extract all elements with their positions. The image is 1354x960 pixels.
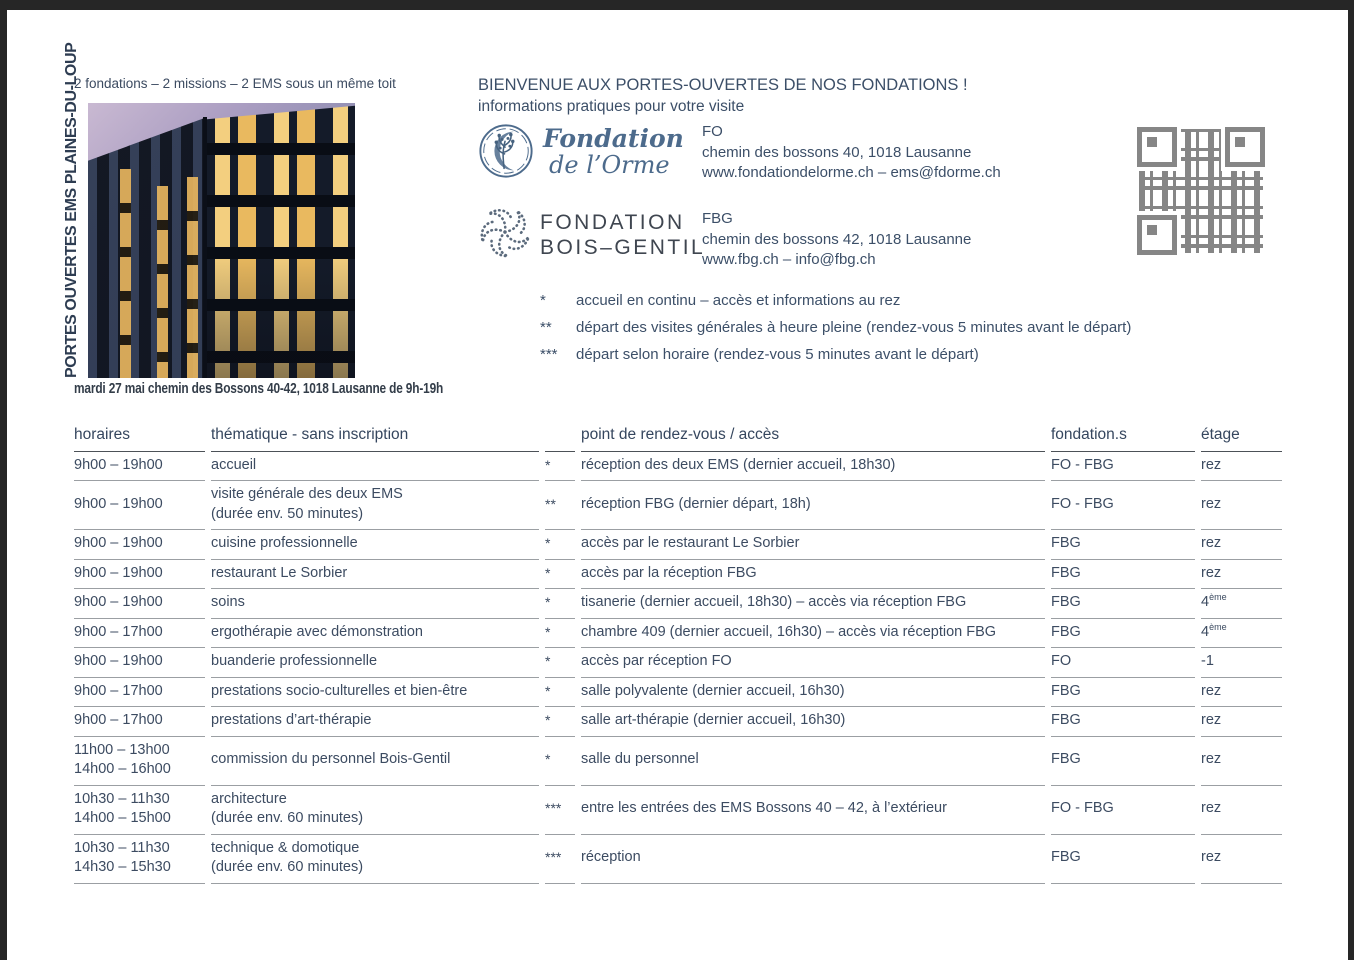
schedule-table [74, 423, 1288, 884]
cell-horaires: 9h00 – 17h00 [74, 619, 205, 649]
cell-etage: rez [1201, 452, 1282, 482]
table-row [74, 737, 1288, 786]
note-text: départ des visites générales à heure pleine (rendez-vous 5 minutes avant le départ) [576, 319, 1132, 336]
cell-fondations: FO - FBG [1051, 452, 1195, 482]
fbg-abbr: FBG [702, 210, 733, 227]
cell-thematique: prestations socio-culturelles et bien-être [211, 678, 539, 708]
table-row [74, 648, 1288, 678]
cell-horaires: 9h00 – 19h00 [74, 481, 205, 530]
window-column [120, 169, 131, 378]
cell-fondations: FO - FBG [1051, 481, 1195, 530]
cell-symbol: * [545, 589, 575, 619]
cell-fondations: FBG [1051, 530, 1195, 560]
cell-symbol: * [545, 678, 575, 708]
qr-finder-bottom-left [1137, 215, 1177, 255]
cell-symbol: * [545, 648, 575, 678]
cell-fondations: FO - FBG [1051, 786, 1195, 835]
photo-caption: mardi 27 mai chemin des Bossons 40-42, 1018 Lausanne de 9h-19h [74, 381, 444, 397]
fo-web: www.fondationdelorme.ch – ems@fdorme.ch [702, 164, 1001, 181]
table-row [74, 835, 1288, 884]
cell-fondations: FO [1051, 648, 1195, 678]
cell-rendez-vous: salle du personnel [581, 737, 1045, 786]
cell-thematique: ergothérapie avec démonstration [211, 619, 539, 649]
tagline: 2 fondations – 2 missions – 2 EMS sous un même toit [74, 76, 396, 91]
cell-etage: 4ème [1201, 589, 1282, 619]
cell-rendez-vous: réception FBG (dernier départ, 18h) [581, 481, 1045, 530]
schedule-table-header-row [74, 423, 1288, 452]
window-column [187, 177, 198, 378]
fbg-web: www.fbg.ch – info@fbg.ch [702, 251, 876, 268]
cell-thematique: soins [211, 589, 539, 619]
cell-fondations: FBG [1051, 835, 1195, 884]
cell-thematique: visite générale des deux EMS (durée env. 50 minutes) [211, 481, 539, 530]
cell-etage: -1 [1201, 648, 1282, 678]
fo-address: chemin des bossons 40, 1018 Lausanne [702, 143, 972, 161]
fondation-orme-logo-icon [477, 122, 535, 180]
note-symbol: ** [540, 319, 552, 336]
window-frame-right [1348, 0, 1354, 960]
cell-symbol: * [545, 619, 575, 649]
cell-thematique: buanderie professionnelle [211, 648, 539, 678]
fondation-bois-gentil-logo-icon [477, 204, 533, 260]
cell-etage: rez [1201, 786, 1282, 835]
building-photo [88, 103, 355, 378]
header-symbol [545, 423, 575, 452]
cell-thematique: restaurant Le Sorbier [211, 560, 539, 590]
table-row [74, 678, 1288, 708]
note-symbol: * [540, 292, 546, 309]
cell-horaires: 9h00 – 17h00 [74, 707, 205, 737]
cell-horaires: 10h30 – 11h30 14h00 – 15h00 [74, 786, 205, 835]
cell-rendez-vous: entre les entrées des EMS Bossons 40 – 42, à l’extérieur [581, 786, 1045, 835]
fo-info-block [702, 122, 1001, 184]
qr-code [1133, 123, 1269, 259]
cell-rendez-vous: tisanerie (dernier accueil, 18h30) – accès via réception FBG [581, 589, 1045, 619]
cell-horaires: 9h00 – 19h00 [74, 589, 205, 619]
table-row [74, 786, 1288, 835]
cell-horaires: 9h00 – 17h00 [74, 678, 205, 708]
table-row [74, 619, 1288, 649]
cell-symbol: * [545, 737, 575, 786]
page-title: BIENVENUE AUX PORTES-OUVERTES DE NOS FONDATIONS ! [478, 76, 968, 94]
cell-rendez-vous: chambre 409 (dernier accueil, 16h30) – accès via réception FBG [581, 619, 1045, 649]
cell-rendez-vous: réception [581, 835, 1045, 884]
cell-thematique: technique & domotique (durée env. 60 minutes) [211, 835, 539, 884]
table-row [74, 560, 1288, 590]
cell-etage: rez [1201, 560, 1282, 590]
cell-symbol: * [545, 560, 575, 590]
note-text: départ selon horaire (rendez-vous 5 minutes avant le départ) [576, 346, 979, 363]
qr-finder-top-left [1137, 127, 1177, 167]
note-row [540, 319, 1131, 336]
fbg-info-block [702, 209, 971, 271]
window-frame-top [0, 0, 1354, 10]
note-text: accueil en continu – accès et informations au rez [576, 292, 901, 309]
cell-thematique: accueil [211, 452, 539, 482]
building-corner-edge [203, 117, 207, 378]
cell-horaires: 9h00 – 19h00 [74, 452, 205, 482]
cell-fondations: FBG [1051, 678, 1195, 708]
cell-rendez-vous: accès par réception FO [581, 648, 1045, 678]
orme-logo-line1: Fondation [543, 124, 684, 153]
cell-rendez-vous: accès par le restaurant Le Sorbier [581, 530, 1045, 560]
table-row [74, 481, 1288, 530]
note-row [540, 346, 979, 363]
fo-abbr: FO [702, 123, 723, 140]
fondation-orme-logo-text [543, 126, 684, 177]
schedule-table-body [74, 452, 1288, 884]
cell-horaires: 11h00 – 13h00 14h00 – 16h00 [74, 737, 205, 786]
table-row [74, 452, 1288, 482]
table-row [74, 530, 1288, 560]
cell-etage: rez [1201, 737, 1282, 786]
header-fondations: fondation.s [1051, 423, 1195, 452]
fbg-address: chemin des bossons 42, 1018 Lausanne [702, 230, 972, 248]
window-column [157, 186, 168, 379]
cell-symbol: * [545, 530, 575, 560]
table-row [74, 707, 1288, 737]
cell-horaires: 10h30 – 11h30 14h30 – 15h30 [74, 835, 205, 884]
header-etage: étage [1201, 423, 1282, 452]
cell-symbol: *** [545, 835, 575, 884]
header-thematique: thématique - sans inscription [211, 423, 539, 452]
cell-rendez-vous: accès par la réception FBG [581, 560, 1045, 590]
note-symbol: *** [540, 346, 558, 363]
cell-etage: rez [1201, 678, 1282, 708]
fbg-logo-line2: BOIS–GENTIL [540, 235, 706, 259]
cell-etage: rez [1201, 530, 1282, 560]
cell-etage: rez [1201, 481, 1282, 530]
cell-fondations: FBG [1051, 707, 1195, 737]
cell-symbol: *** [545, 786, 575, 835]
header-rendez-vous: point de rendez-vous / accès [581, 423, 1045, 452]
cell-horaires: 9h00 – 19h00 [74, 648, 205, 678]
cell-etage: 4ème [1201, 619, 1282, 649]
cell-rendez-vous: salle art-thérapie (dernier accueil, 16h30) [581, 707, 1045, 737]
cell-horaires: 9h00 – 19h00 [74, 560, 205, 590]
cell-rendez-vous: réception des deux EMS (dernier accueil, 18h30) [581, 452, 1045, 482]
cell-symbol: * [545, 452, 575, 482]
window-frame-left [0, 0, 7, 960]
cell-fondations: FBG [1051, 737, 1195, 786]
fondation-bois-gentil-logo-text [540, 211, 705, 260]
qr-finder-top-right [1225, 127, 1265, 167]
header-horaires: horaires [74, 423, 205, 452]
cell-fondations: FBG [1051, 560, 1195, 590]
cell-rendez-vous: salle polyvalente (dernier accueil, 16h30) [581, 678, 1045, 708]
cell-thematique: prestations d’art-thérapie [211, 707, 539, 737]
cell-fondations: FBG [1051, 589, 1195, 619]
cell-fondations: FBG [1051, 619, 1195, 649]
cell-etage: rez [1201, 707, 1282, 737]
cell-thematique: architecture (durée env. 60 minutes) [211, 786, 539, 835]
cell-etage: rez [1201, 835, 1282, 884]
fbg-logo-line1: FONDATION [540, 211, 685, 234]
cell-thematique: cuisine professionnelle [211, 530, 539, 560]
page-subtitle: informations pratiques pour votre visite [478, 98, 745, 115]
cell-horaires: 9h00 – 19h00 [74, 530, 205, 560]
cell-symbol: * [545, 707, 575, 737]
cell-thematique: commission du personnel Bois-Gentil [211, 737, 539, 786]
cell-symbol: ** [545, 481, 575, 530]
table-row [74, 589, 1288, 619]
note-row [540, 292, 900, 309]
orme-logo-line2: de l’Orme [549, 151, 670, 179]
photo-vertical-label: PORTES OUVERTES EMS PLAINES-DU-LOUP [63, 42, 80, 378]
